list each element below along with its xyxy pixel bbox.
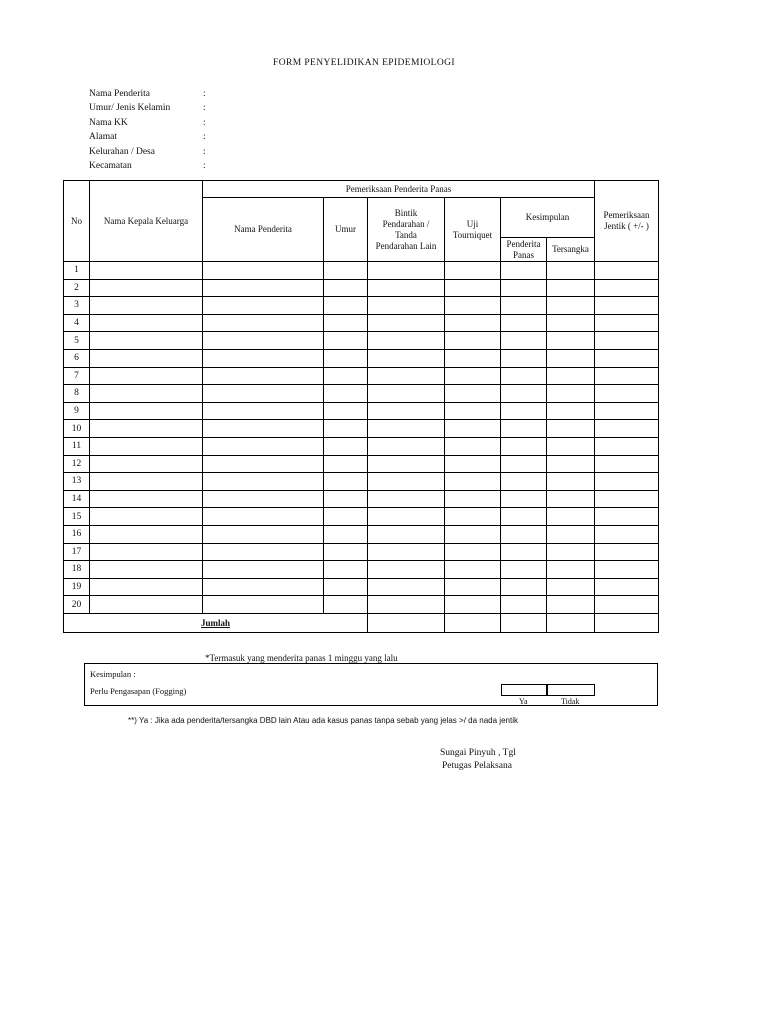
row-number: 19 bbox=[64, 578, 90, 596]
table-cell[interactable] bbox=[203, 596, 324, 614]
table-cell[interactable] bbox=[547, 437, 595, 455]
table-cell[interactable] bbox=[90, 437, 203, 455]
table-cell[interactable] bbox=[501, 525, 547, 543]
info-row-kelurahan bbox=[89, 145, 206, 159]
header-penderita-panas bbox=[501, 238, 547, 262]
table-cell[interactable] bbox=[368, 349, 445, 367]
table-cell[interactable] bbox=[445, 578, 501, 596]
info-colon: : bbox=[203, 89, 206, 99]
table-cell[interactable] bbox=[203, 332, 324, 350]
table-cell[interactable] bbox=[595, 473, 659, 491]
row-number: 11 bbox=[64, 437, 90, 455]
table-cell[interactable] bbox=[501, 596, 547, 614]
table-cell[interactable] bbox=[90, 262, 203, 280]
info-colon: : bbox=[203, 117, 206, 128]
table-cell[interactable] bbox=[90, 420, 203, 438]
table-cell[interactable] bbox=[501, 385, 547, 403]
info-row-nama-kk bbox=[89, 116, 206, 130]
table-cell[interactable] bbox=[595, 490, 659, 508]
table-cell[interactable] bbox=[547, 279, 595, 297]
table-cell[interactable] bbox=[445, 279, 501, 297]
info-label: Nama KK bbox=[89, 117, 128, 128]
table-cell[interactable] bbox=[368, 437, 445, 455]
table-cell[interactable] bbox=[547, 578, 595, 596]
header-nama-penderita: Nama Penderita bbox=[203, 198, 324, 262]
row-number: 2 bbox=[64, 279, 90, 297]
table-cell[interactable] bbox=[90, 385, 203, 403]
header-no: No bbox=[64, 181, 90, 262]
table-cell[interactable] bbox=[90, 490, 203, 508]
table-cell[interactable] bbox=[90, 314, 203, 332]
table-cell[interactable] bbox=[90, 561, 203, 579]
table-cell[interactable] bbox=[547, 367, 595, 385]
table-cell[interactable] bbox=[368, 596, 445, 614]
table-cell[interactable] bbox=[445, 314, 501, 332]
table-cell[interactable] bbox=[203, 473, 324, 491]
fever-note: *Termasuk yang menderita panas 1 minggu yang lalu bbox=[205, 653, 398, 663]
table-cell[interactable] bbox=[595, 332, 659, 350]
table-cell[interactable] bbox=[547, 402, 595, 420]
table-cell[interactable] bbox=[595, 262, 659, 280]
table-cell[interactable] bbox=[90, 367, 203, 385]
table-cell[interactable] bbox=[324, 596, 368, 614]
table-cell[interactable] bbox=[90, 596, 203, 614]
table-cell[interactable] bbox=[203, 490, 324, 508]
table-cell[interactable] bbox=[90, 402, 203, 420]
table-cell[interactable] bbox=[324, 437, 368, 455]
table-cell[interactable] bbox=[595, 314, 659, 332]
row-number: 4 bbox=[64, 314, 90, 332]
table-cell[interactable] bbox=[595, 455, 659, 473]
table-cell[interactable] bbox=[595, 437, 659, 455]
table-cell[interactable] bbox=[90, 279, 203, 297]
total-cell[interactable] bbox=[501, 613, 547, 632]
table-row bbox=[64, 525, 659, 543]
table-row bbox=[64, 508, 659, 526]
table-cell[interactable] bbox=[203, 525, 324, 543]
table-cell[interactable] bbox=[501, 314, 547, 332]
table-row bbox=[64, 262, 659, 280]
table-cell[interactable] bbox=[547, 525, 595, 543]
table-cell[interactable] bbox=[90, 578, 203, 596]
table-cell[interactable] bbox=[595, 525, 659, 543]
table-cell[interactable] bbox=[501, 561, 547, 579]
row-number: 15 bbox=[64, 508, 90, 526]
table-cell[interactable] bbox=[368, 332, 445, 350]
table-cell[interactable] bbox=[445, 437, 501, 455]
table-cell[interactable] bbox=[501, 332, 547, 350]
table-cell[interactable] bbox=[501, 297, 547, 315]
table-cell[interactable] bbox=[324, 420, 368, 438]
table-cell[interactable] bbox=[501, 349, 547, 367]
table-cell[interactable] bbox=[595, 367, 659, 385]
table-cell[interactable] bbox=[368, 402, 445, 420]
table-cell[interactable] bbox=[368, 543, 445, 561]
table-cell[interactable] bbox=[501, 578, 547, 596]
header-penderita-line2: Panas bbox=[513, 249, 534, 260]
table-cell[interactable] bbox=[501, 367, 547, 385]
table-cell[interactable] bbox=[324, 279, 368, 297]
row-number: 3 bbox=[64, 297, 90, 315]
total-cell[interactable] bbox=[547, 613, 595, 632]
table-cell[interactable] bbox=[445, 367, 501, 385]
table-cell[interactable] bbox=[445, 473, 501, 491]
table-cell[interactable] bbox=[547, 385, 595, 403]
table-row bbox=[64, 367, 659, 385]
table-row bbox=[64, 385, 659, 403]
table-cell[interactable] bbox=[324, 525, 368, 543]
table-cell[interactable] bbox=[595, 578, 659, 596]
table-cell[interactable] bbox=[203, 314, 324, 332]
row-number: 7 bbox=[64, 367, 90, 385]
header-bintik-pendarahan bbox=[368, 198, 445, 262]
table-row bbox=[64, 437, 659, 455]
info-colon: : bbox=[203, 160, 206, 171]
table-cell[interactable] bbox=[445, 402, 501, 420]
table-cell[interactable] bbox=[501, 279, 547, 297]
info-colon: : bbox=[203, 103, 206, 114]
table-cell[interactable] bbox=[445, 297, 501, 315]
row-number: 16 bbox=[64, 525, 90, 543]
total-cell[interactable] bbox=[445, 613, 501, 632]
table-cell[interactable] bbox=[547, 349, 595, 367]
table-cell[interactable] bbox=[324, 473, 368, 491]
header-uji-line1: Uji bbox=[466, 218, 479, 229]
header-jentik-line2: Jentik ( +/- ) bbox=[604, 221, 649, 231]
table-cell[interactable] bbox=[324, 297, 368, 315]
table-cell[interactable] bbox=[203, 402, 324, 420]
table-cell[interactable] bbox=[203, 262, 324, 280]
table-cell[interactable] bbox=[501, 455, 547, 473]
header-tersangka: Tersangka bbox=[547, 238, 595, 262]
table-row bbox=[64, 596, 659, 614]
table-cell[interactable] bbox=[547, 314, 595, 332]
table-cell[interactable] bbox=[595, 349, 659, 367]
total-cell[interactable] bbox=[595, 613, 659, 632]
fogging-tidak-checkbox[interactable] bbox=[547, 684, 595, 696]
table-cell[interactable] bbox=[547, 561, 595, 579]
table-cell[interactable] bbox=[368, 279, 445, 297]
table-cell[interactable] bbox=[501, 420, 547, 438]
table-cell[interactable] bbox=[445, 385, 501, 403]
row-number: 20 bbox=[64, 596, 90, 614]
table-cell[interactable] bbox=[368, 314, 445, 332]
row-number: 18 bbox=[64, 561, 90, 579]
row-number: 5 bbox=[64, 332, 90, 350]
table-cell[interactable] bbox=[445, 508, 501, 526]
table-cell[interactable] bbox=[368, 525, 445, 543]
table-row bbox=[64, 473, 659, 491]
table-cell[interactable] bbox=[90, 473, 203, 491]
table-cell[interactable] bbox=[595, 279, 659, 297]
table-cell[interactable] bbox=[324, 455, 368, 473]
row-number: 17 bbox=[64, 543, 90, 561]
table-cell[interactable] bbox=[324, 385, 368, 403]
tidak-label: Tidak bbox=[561, 697, 580, 706]
fogging-label: Perlu Pengasapan (Fogging) bbox=[90, 686, 187, 696]
table-cell[interactable] bbox=[547, 596, 595, 614]
total-cell[interactable] bbox=[368, 613, 445, 632]
header-penderita-line1: Penderita bbox=[506, 238, 541, 249]
info-row-umur bbox=[89, 101, 206, 115]
header-kepala-keluarga: Nama Kepala Keluarga bbox=[90, 181, 203, 262]
table-cell[interactable] bbox=[595, 543, 659, 561]
table-cell[interactable] bbox=[445, 455, 501, 473]
table-cell[interactable] bbox=[501, 262, 547, 280]
header-pemeriksaan-jentik bbox=[595, 181, 659, 262]
table-cell[interactable] bbox=[90, 297, 203, 315]
table-cell[interactable] bbox=[324, 508, 368, 526]
table-cell[interactable] bbox=[368, 367, 445, 385]
table-cell[interactable] bbox=[595, 297, 659, 315]
table-cell[interactable] bbox=[445, 543, 501, 561]
row-number: 14 bbox=[64, 490, 90, 508]
table-cell[interactable] bbox=[90, 455, 203, 473]
table-row bbox=[64, 543, 659, 561]
table-cell[interactable] bbox=[501, 508, 547, 526]
header-uji-tourniquet bbox=[445, 198, 501, 262]
table-row bbox=[64, 561, 659, 579]
row-number: 9 bbox=[64, 402, 90, 420]
row-number: 6 bbox=[64, 349, 90, 367]
info-label: Kecamatan bbox=[89, 160, 132, 171]
table-cell[interactable] bbox=[595, 385, 659, 403]
table-cell[interactable] bbox=[368, 297, 445, 315]
table-cell[interactable] bbox=[324, 543, 368, 561]
table-cell[interactable] bbox=[90, 332, 203, 350]
table-cell[interactable] bbox=[203, 578, 324, 596]
table-cell[interactable] bbox=[203, 385, 324, 403]
table-cell[interactable] bbox=[203, 297, 324, 315]
kesimpulan-box bbox=[84, 663, 658, 706]
table-cell[interactable] bbox=[368, 455, 445, 473]
table-row bbox=[64, 297, 659, 315]
table-cell[interactable] bbox=[203, 455, 324, 473]
table-cell[interactable] bbox=[203, 349, 324, 367]
table-row bbox=[64, 455, 659, 473]
table-cell[interactable] bbox=[547, 490, 595, 508]
total-row bbox=[64, 613, 659, 632]
table-cell[interactable] bbox=[368, 508, 445, 526]
fogging-ya-checkbox[interactable] bbox=[501, 684, 547, 696]
table-cell[interactable] bbox=[90, 525, 203, 543]
row-number: 10 bbox=[64, 420, 90, 438]
table-cell[interactable] bbox=[547, 262, 595, 280]
table-cell[interactable] bbox=[501, 437, 547, 455]
ya-label: Ya bbox=[519, 697, 528, 706]
row-number: 8 bbox=[64, 385, 90, 403]
table-cell[interactable] bbox=[368, 385, 445, 403]
table-cell[interactable] bbox=[324, 578, 368, 596]
row-number: 1 bbox=[64, 262, 90, 280]
table-cell[interactable] bbox=[368, 420, 445, 438]
table-cell[interactable] bbox=[445, 262, 501, 280]
table-cell[interactable] bbox=[595, 402, 659, 420]
total-label: Jumlah bbox=[64, 613, 368, 632]
table-row bbox=[64, 279, 659, 297]
info-row-kecamatan bbox=[89, 159, 206, 173]
table-cell[interactable] bbox=[203, 367, 324, 385]
form-title: FORM PENYELIDIKAN EPIDEMIOLOGI bbox=[273, 58, 455, 68]
table-cell[interactable] bbox=[547, 473, 595, 491]
header-bintik-line1: Bintik bbox=[394, 207, 418, 218]
table-cell[interactable] bbox=[445, 490, 501, 508]
table-cell[interactable] bbox=[595, 508, 659, 526]
table-cell[interactable] bbox=[324, 367, 368, 385]
header-uji-line2: Tourniquet bbox=[452, 229, 493, 240]
table-row bbox=[64, 332, 659, 350]
table-cell[interactable] bbox=[445, 349, 501, 367]
kesimpulan-label: Kesimpulan : bbox=[90, 669, 136, 679]
table-cell[interactable] bbox=[501, 490, 547, 508]
row-number: 12 bbox=[64, 455, 90, 473]
table-cell[interactable] bbox=[547, 420, 595, 438]
table-cell[interactable] bbox=[445, 420, 501, 438]
header-umur: Umur bbox=[324, 198, 368, 262]
table-cell[interactable] bbox=[368, 490, 445, 508]
table-cell[interactable] bbox=[324, 402, 368, 420]
header-bintik-line3: Tanda bbox=[395, 229, 417, 240]
table-cell[interactable] bbox=[203, 543, 324, 561]
header-jentik-line1: Pemeriksaan bbox=[603, 210, 650, 220]
table-cell[interactable] bbox=[203, 561, 324, 579]
table-cell[interactable] bbox=[547, 455, 595, 473]
table-cell[interactable] bbox=[203, 279, 324, 297]
table-cell[interactable] bbox=[547, 297, 595, 315]
table-row bbox=[64, 402, 659, 420]
table-row bbox=[64, 490, 659, 508]
table-cell[interactable] bbox=[368, 561, 445, 579]
table-cell[interactable] bbox=[595, 596, 659, 614]
header-pemeriksaan-group: Pemeriksaan Penderita Panas bbox=[203, 181, 595, 198]
signature-officer: Petugas Pelaksana bbox=[442, 761, 512, 771]
table-cell[interactable] bbox=[90, 508, 203, 526]
table-cell[interactable] bbox=[368, 578, 445, 596]
table-cell[interactable] bbox=[324, 314, 368, 332]
info-label: Kelurahan / Desa bbox=[89, 146, 155, 157]
table-cell[interactable] bbox=[324, 349, 368, 367]
table-cell[interactable] bbox=[547, 543, 595, 561]
info-colon: : bbox=[203, 146, 206, 157]
info-colon: : bbox=[203, 132, 206, 143]
table-cell[interactable] bbox=[90, 349, 203, 367]
table-cell[interactable] bbox=[368, 262, 445, 280]
info-row-alamat bbox=[89, 130, 206, 144]
table-cell[interactable] bbox=[324, 561, 368, 579]
info-label: Umur/ Jenis Kelamin bbox=[89, 103, 171, 114]
table-cell[interactable] bbox=[547, 508, 595, 526]
table-cell[interactable] bbox=[501, 402, 547, 420]
header-bintik-line4: Pendarahan Lain bbox=[375, 240, 437, 251]
table-row bbox=[64, 314, 659, 332]
table-cell[interactable] bbox=[445, 561, 501, 579]
info-label: Nama Penderita bbox=[89, 89, 150, 99]
header-bintik-line2: Pendarahan / bbox=[382, 218, 430, 229]
table-cell[interactable] bbox=[445, 332, 501, 350]
table-cell[interactable] bbox=[501, 543, 547, 561]
table-cell[interactable] bbox=[445, 525, 501, 543]
table-cell[interactable] bbox=[547, 332, 595, 350]
table-row bbox=[64, 420, 659, 438]
footnote: **) Ya : Jika ada penderita/tersangka DBD lain Atau ada kasus panas tanpa sebab yang jelas >/ da nada jentik bbox=[128, 716, 518, 725]
patient-info bbox=[89, 87, 206, 173]
header-kesimpulan: Kesimpulan bbox=[501, 198, 595, 238]
table-cell[interactable] bbox=[445, 596, 501, 614]
table-cell[interactable] bbox=[324, 332, 368, 350]
table-cell[interactable] bbox=[501, 473, 547, 491]
table-cell[interactable] bbox=[595, 561, 659, 579]
info-row-nama-penderita bbox=[89, 87, 206, 101]
table-cell[interactable] bbox=[368, 473, 445, 491]
table-cell[interactable] bbox=[595, 420, 659, 438]
info-label: Alamat bbox=[89, 132, 117, 143]
table-cell[interactable] bbox=[203, 437, 324, 455]
table-cell[interactable] bbox=[90, 543, 203, 561]
table-cell[interactable] bbox=[324, 490, 368, 508]
table-cell[interactable] bbox=[203, 420, 324, 438]
table-row bbox=[64, 349, 659, 367]
investigation-table bbox=[63, 180, 659, 633]
table-cell[interactable] bbox=[324, 262, 368, 280]
table-cell[interactable] bbox=[203, 508, 324, 526]
table-row bbox=[64, 578, 659, 596]
signature-place-date: Sungai Pinyuh , Tgl bbox=[440, 748, 516, 758]
row-number: 13 bbox=[64, 473, 90, 491]
